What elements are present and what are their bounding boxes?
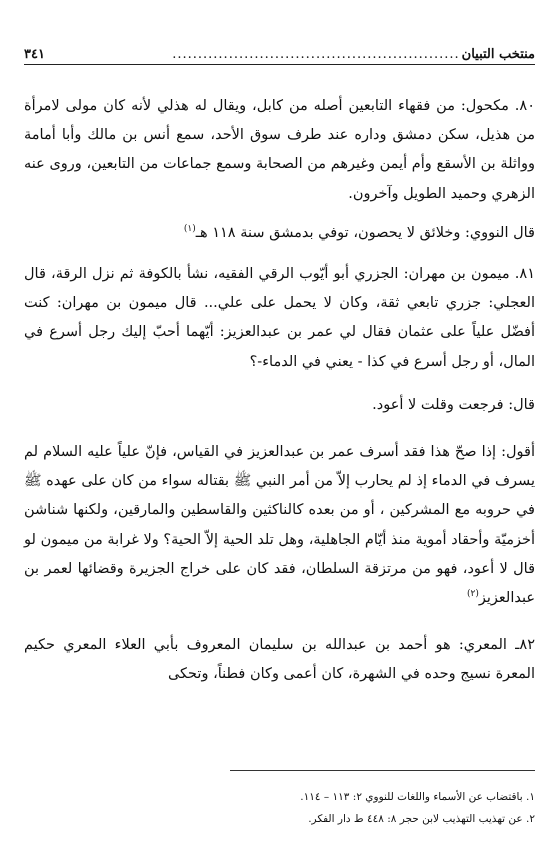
nawawi-text: قال النووي: وخلائق لا يحصون، توفي بدمشق سنة ١١٨ هـ [195, 224, 535, 241]
footnote-2: ٢. عن تهذيب التهذيب لابن حجر ٨: ٤٤٨ ط دار الفكر. [308, 813, 535, 825]
qal-statement: قال: فرجعت وقلت لا أعود. [372, 396, 535, 413]
nawawi-quote [24, 219, 535, 248]
header-dot-leader: ........................................................ [172, 47, 460, 62]
footnote-1: ١. باقتضاب عن الأسماء واللغات للنووي ٢: ١١٣ – ١١٤. [300, 791, 535, 803]
entry-82-maarri: ٨٢ـ المعري: هو أحمد بن عبدالله بن سليمان المعروف بأبي العلاء المعري حكيم المعرة نسيج وحده في الشهرة، كان أعمى وكان فطناً، وتحكى [24, 637, 535, 683]
footnote-separator [230, 770, 535, 771]
footnote-ref-2: (٢) [467, 589, 479, 600]
entry-80-makhul: ٨٠. مكحول: من فقهاء التابعين أصله من كابل، ويقال له هذلي لأنه كان مولى لامرأة من هذيل، سكن دمشق وداره عند طرف سوق الأحد، سمع أنس بن مالك وأبا أمامة وواثلة بن الأسقع وأم أيمن وغيرهم من الصحابة وسمع جماعات من التابعين، وروى عنه الزهري وحميد الطويل وآخرون. [24, 98, 535, 202]
footnote-ref-1: (١) [183, 223, 196, 234]
page-body [24, 92, 535, 690]
book-title: منتخب التبيان [461, 47, 535, 62]
running-header [24, 40, 535, 65]
footnotes [24, 786, 535, 830]
header-title-group [172, 47, 535, 62]
comment-text: أقول: إذا صحّ هذا فقد أسرف عمر بن عبدالعزيز في القياس، فإنّ علياً عليه السلام لم يسرف في الدماء إذ لم يحارب إلاّ من أمر النبي ﷺ بقتاله سواء من كان على عهده ﷺ في حروبه مع المشركين ، أو من بعده كالناكثين والقاسطين والمارقين، ولكنها شناشن أخزميّة وأحقاد أموية منذ أيّام الجاهلية، وهل تلد الحية إلاّ الحية؟ ولا غرابة من ميمون لو قال لا أعود، فهو من مرتزقة السلطان، فقد كان على خراج الجزيرة وقضائها لعمر بن عبدالعزيز [24, 444, 535, 607]
entry-81-maymun: ٨١. ميمون بن مهران: الجزري أبو أيّوب الرقي الفقيه، نشأ بالكوفة ثم نزل الرقة، قال العجلي: جزري تابعي ثقة، وكان لا يحمل على علي... قال ميمون بن مهران: كنت أفضّل علياً على عثمان فقال لي عمر بن عبدالعزيز: أيّهما أحبّ إليك رجل أسرع في المال، أو رجل أسرع في كذا - يعني في الدماء-؟ [24, 266, 535, 370]
page-number: ٣٤١ [24, 47, 45, 62]
author-comment [24, 438, 535, 613]
